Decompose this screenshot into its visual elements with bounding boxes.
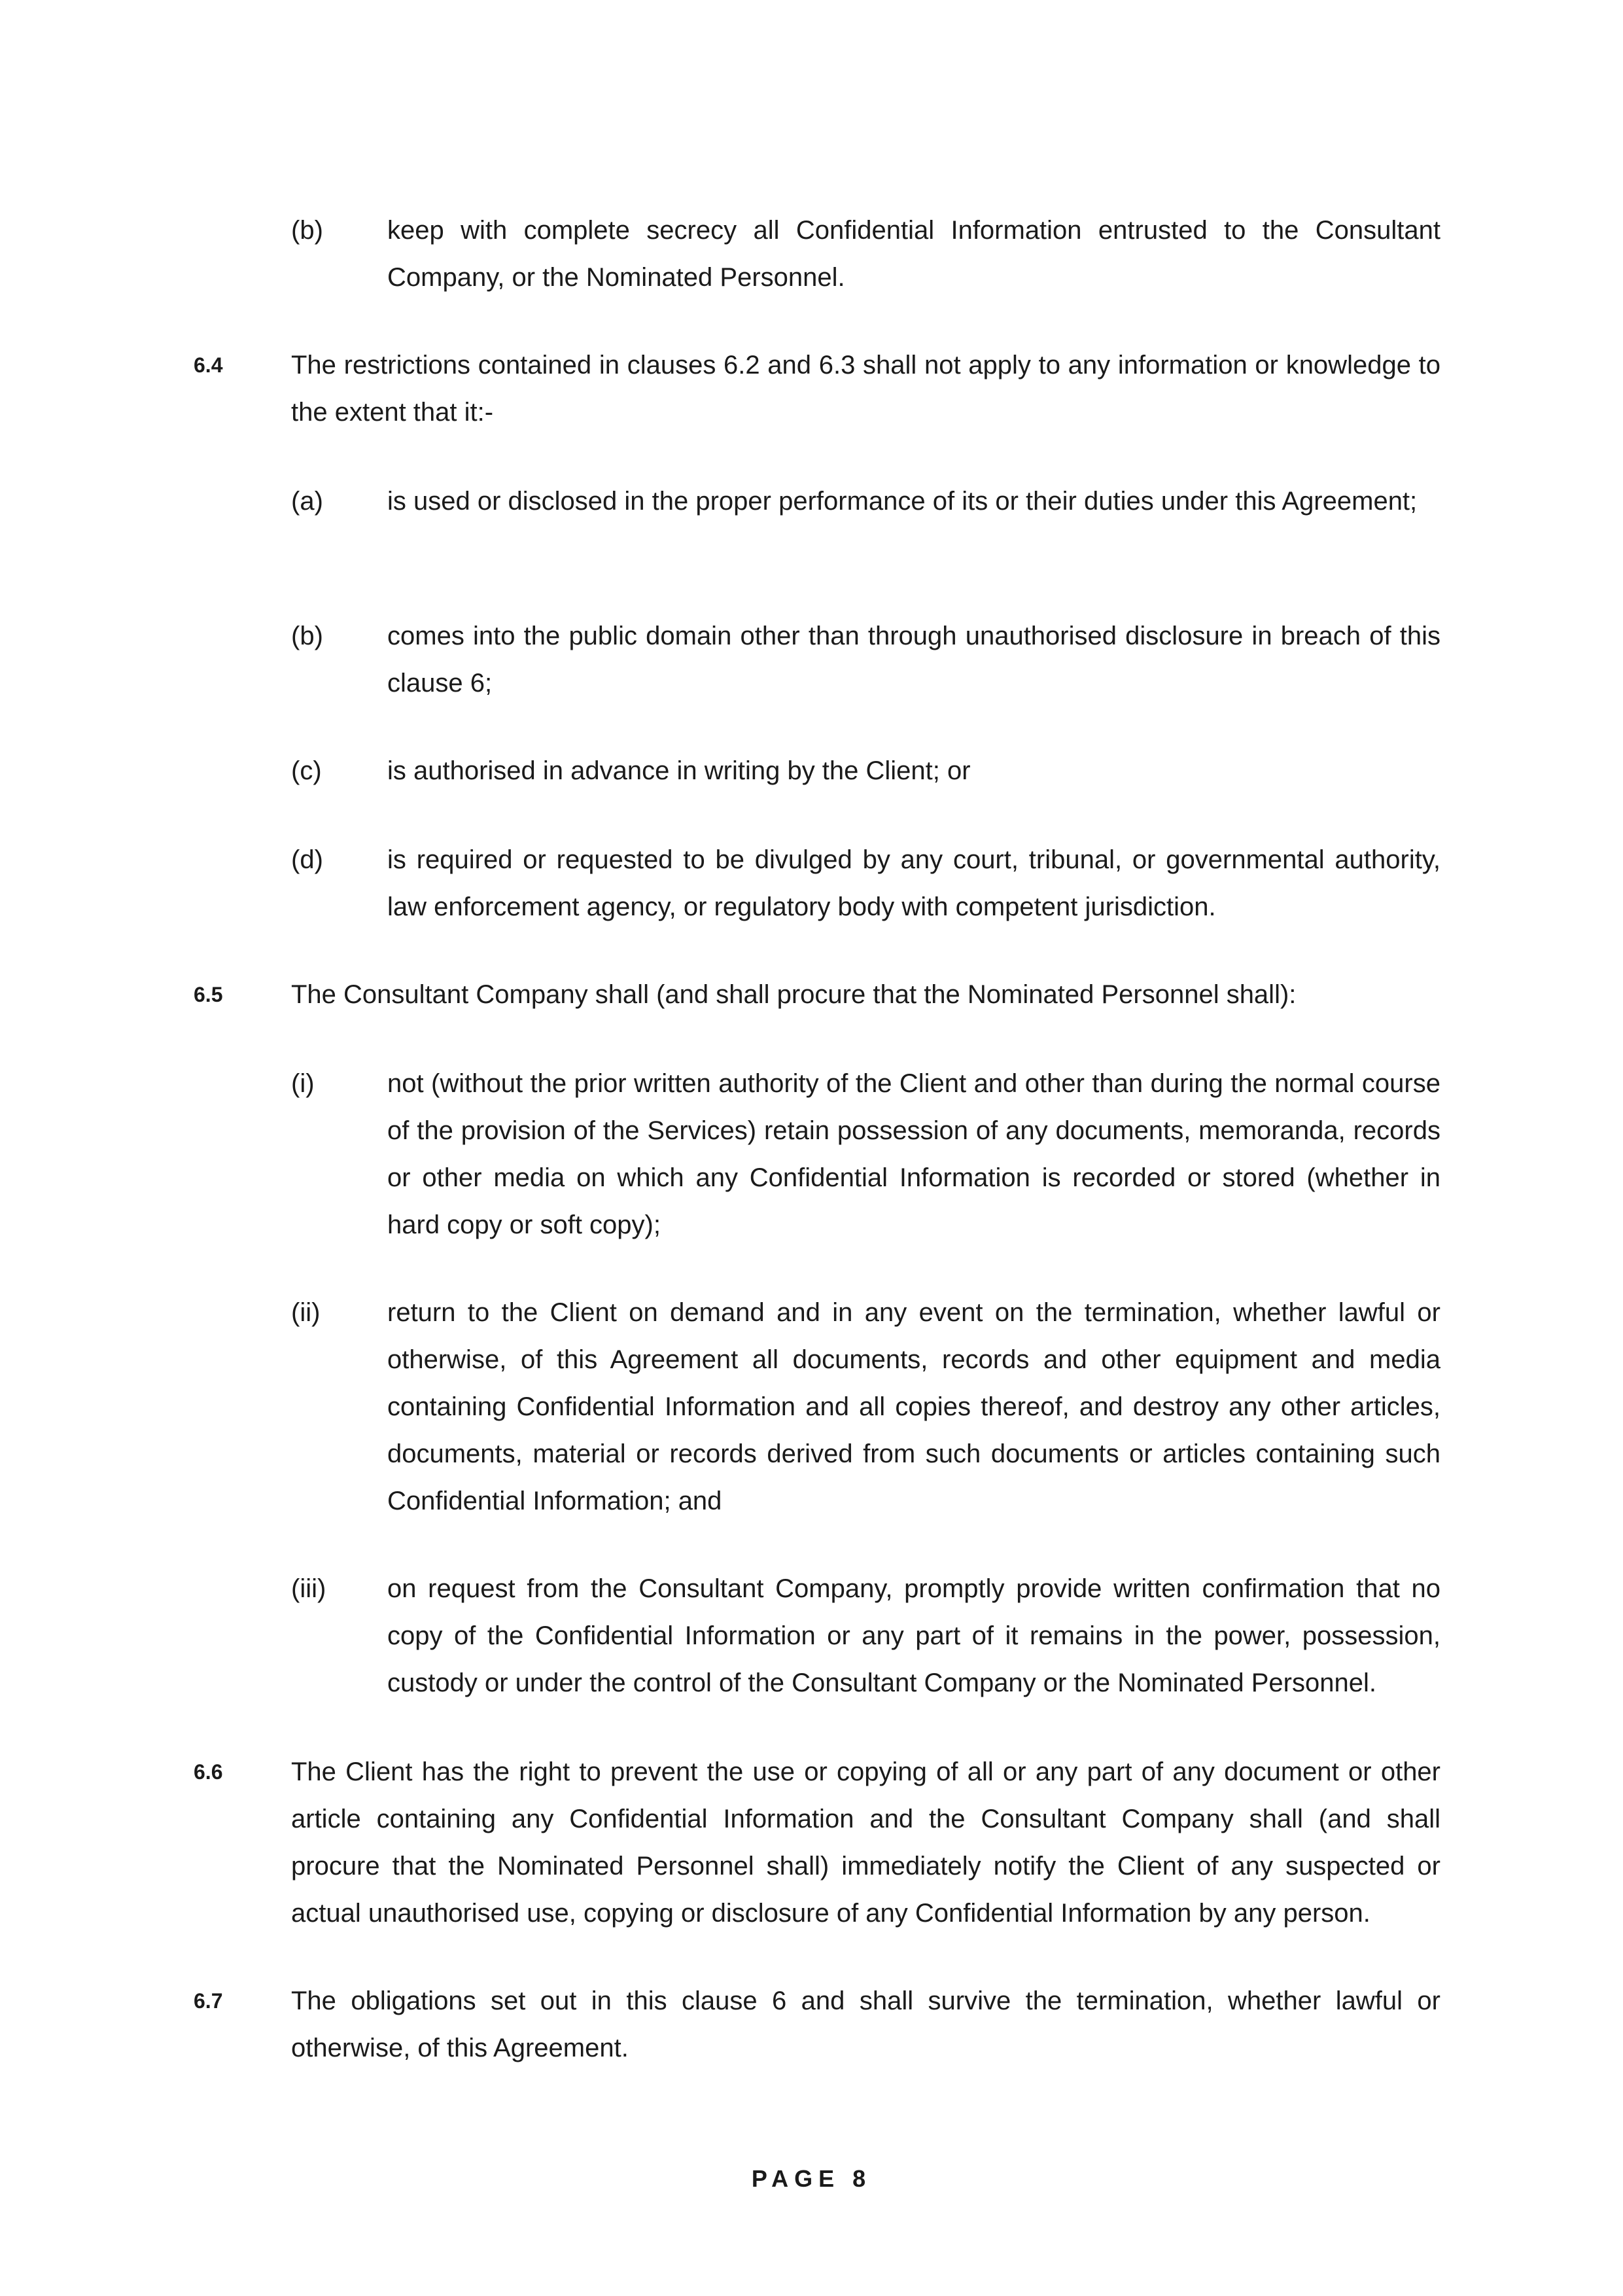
item-label: (i) xyxy=(291,1069,315,1098)
clause-text: The obligations set out in this clause 6 and shall survive the termination, whether lawful or otherwise, of this Agreement. xyxy=(291,1987,1440,2062)
item-text: return to the Client on demand and in any event on the termination, whether lawful or otherwise, of this Agreement all documents, records and other equipment and media containing Confidential Information and all copies thereof, and destroy any other articles, documents, material or records derived from such documents or articles containing such Confidential Information; and xyxy=(387,1298,1440,1515)
clause-number: 6.7 xyxy=(194,1989,223,2013)
item-label: (d) xyxy=(291,845,323,874)
clause-number: 6.4 xyxy=(194,353,223,377)
item-label: (a) xyxy=(291,487,323,516)
item-text: not (without the prior written authority of the Client and other than during the normal course of the provision of the Services) retain possession of any documents, memoranda, records or other media on which any Confidential Information is recorded or stored (whether in hard copy or soft copy); xyxy=(387,1069,1440,1239)
item-label: (b) xyxy=(291,622,323,650)
page-footer: PAGE 8 xyxy=(751,2165,872,2192)
item-text: is authorised in advance in writing by the Client; or xyxy=(387,756,971,785)
item-text: on request from the Consultant Company, promptly provide written confirmation that no copy of the Confidential Information or any part of it remains in the power, possession, custody or under the control of the Consultant Company or the Nominated Personnel. xyxy=(387,1574,1440,1697)
item-text: keep with complete secrecy all Confidential Information entrusted to the Consultant Company, or the Nominated Personnel. xyxy=(387,216,1440,292)
item-text: comes into the public domain other than through unauthorised disclosure in breach of this clause 6; xyxy=(387,622,1440,698)
item-label: (iii) xyxy=(291,1574,326,1603)
item-label: (b) xyxy=(291,216,323,245)
clause-text: The Client has the right to prevent the use or copying of all or any part of any document or other article containing any Confidential Information and the Consultant Company shall (and shall procure that the Nominated Personnel shall) immediately notify the Client of any suspected or actual unauthorised use, copying or disclosure of any Confidential Information by any person. xyxy=(291,1757,1440,1928)
clause-text: The restrictions contained in clauses 6.2 and 6.3 shall not apply to any information or knowledge to the extent that it:- xyxy=(291,351,1440,427)
item-text: is required or requested to be divulged by any court, tribunal, or governmental authority, law enforcement agency, or regulatory body with competent jurisdiction. xyxy=(387,845,1440,921)
item-label: (c) xyxy=(291,756,322,785)
clause-number: 6.5 xyxy=(194,983,223,1006)
item-label: (ii) xyxy=(291,1298,321,1327)
clause-text: The Consultant Company shall (and shall procure that the Nominated Personnel shall): xyxy=(291,980,1297,1009)
clause-number: 6.6 xyxy=(194,1760,223,1784)
item-text: is used or disclosed in the proper performance of its or their duties under this Agreement; xyxy=(387,487,1418,516)
